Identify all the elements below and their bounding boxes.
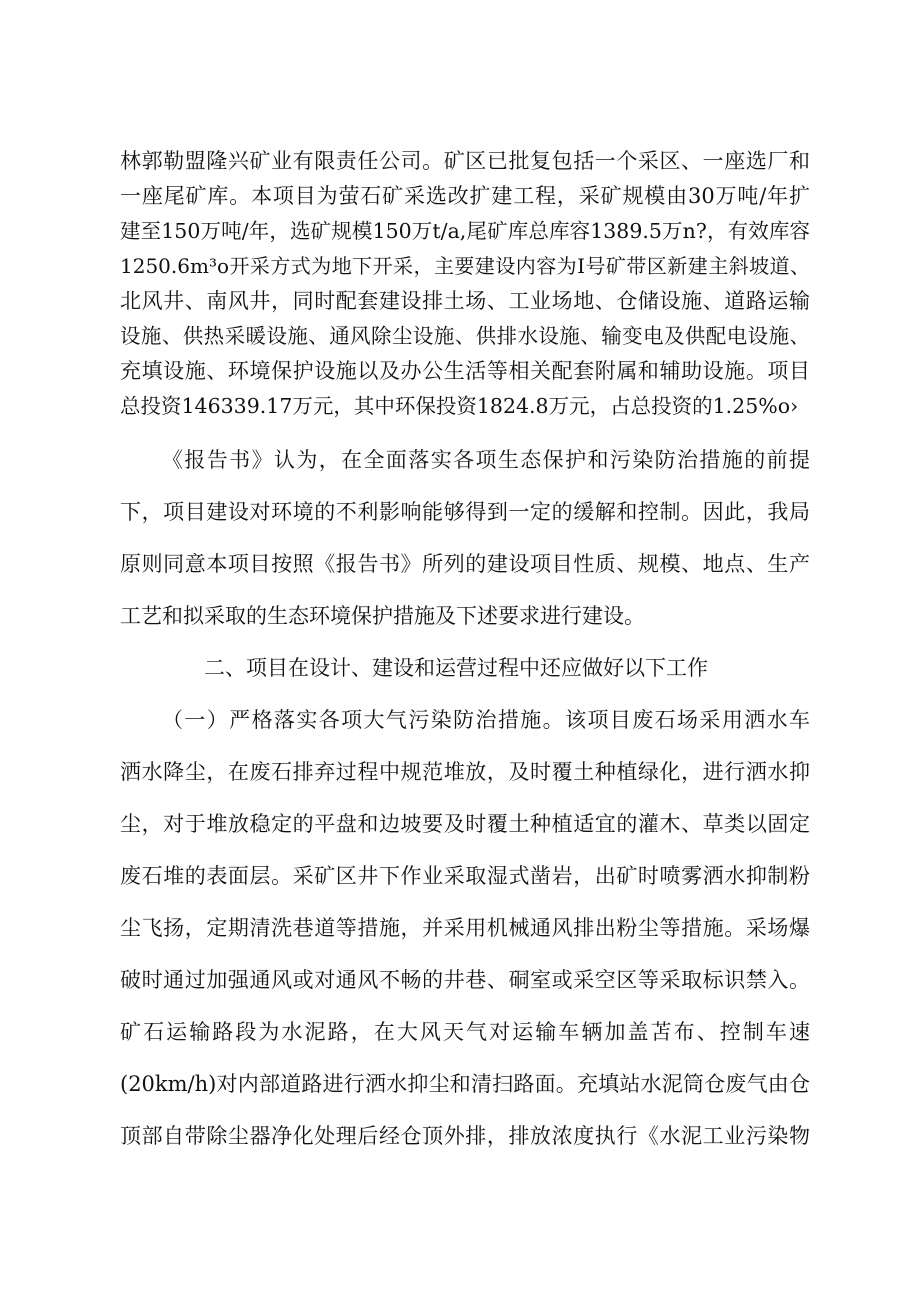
paragraph-3-line-9: 顶部自带除尘器净化处理后经仓顶外排，排放浓度执行《水泥工业污染物 [120, 1124, 810, 1148]
paragraph-3-line-3: 尘，对于堆放稳定的平盘和边坡要及时覆土种植适宜的灌木、草类以固定 [120, 812, 810, 836]
paragraph-3-line-4: 废石堆的表面层。采矿区井下作业采取湿式凿岩，出矿时喷雾洒水抑制粉 [120, 864, 810, 888]
paragraph-3-line-1: （一）严格落实各项大气污染防治措施。该项目废石场采用洒水车 [162, 708, 810, 732]
paragraph-2-line-2: 下，项目建设对环境的不利影响能够得到一定的缓解和控制。因此，我局 [120, 500, 810, 524]
paragraph-1-line-1: 林郭勒盟隆兴矿业有限责任公司。矿区已批复包括一个采区、一座选厂和 [120, 149, 810, 173]
paragraph-1-line-2: 一座尾矿库。本项目为萤石矿采选改扩建工程，采矿规模由30万吨/年扩 [120, 184, 810, 208]
paragraph-2-line-1: 《报告书》认为，在全面落实各项生态保护和污染防治措施的前提 [162, 448, 810, 472]
section-heading: 二、项目在设计、建设和运营过程中还应做好以下工作 [204, 656, 708, 680]
paragraph-3-line-8: (20km/h)对内部道路进行洒水抑尘和清扫路面。充填站水泥筒仓废气由仓 [120, 1072, 810, 1096]
paragraph-1-line-3: 建至150万吨/年，选矿规模150万t/a,尾矿库总库容1389.5万n?，有效库容 [120, 219, 810, 243]
paragraph-3-line-2: 洒水降尘，在废石排弃过程中规范堆放，及时覆土种植绿化，进行洒水抑 [120, 760, 810, 784]
paragraph-3-line-7: 矿石运输路段为水泥路，在大风天气对运输车辆加盖苫布、控制车速 [120, 1020, 810, 1044]
paragraph-3-line-6: 破时通过加强通风或对通风不畅的井巷、硐室或采空区等采取标识禁入。 [120, 968, 810, 992]
paragraph-1-line-5: 北风井、南风井，同时配套建设排土场、工业场地、仓储设施、道路运输 [120, 289, 810, 313]
paragraph-2-line-4: 工艺和拟采取的生态环境保护措施及下述要求进行建设。 [120, 604, 645, 628]
paragraph-1-line-6: 设施、供热采暖设施、通风除尘设施、供排水设施、输变电及供配电设施、 [120, 324, 810, 348]
paragraph-1-line-8: 总投资146339.17万元，其中环保投资1824.8万元，占总投资的1.25%o› [120, 394, 799, 418]
paragraph-1-line-7: 充填设施、环境保护设施以及办公生活等相关配套附属和辅助设施。项目 [120, 359, 810, 383]
paragraph-1-line-4: 1250.6m³o开采方式为地下开采，主要建设内容为I号矿带区新建主斜坡道、 [120, 254, 810, 278]
paragraph-2-line-3: 原则同意本项目按照《报告书》所列的建设项目性质、规模、地点、生产 [120, 552, 810, 576]
paragraph-3-line-5: 尘飞扬，定期清洗巷道等措施，并采用机械通风排出粉尘等措施。采场爆 [120, 916, 810, 940]
